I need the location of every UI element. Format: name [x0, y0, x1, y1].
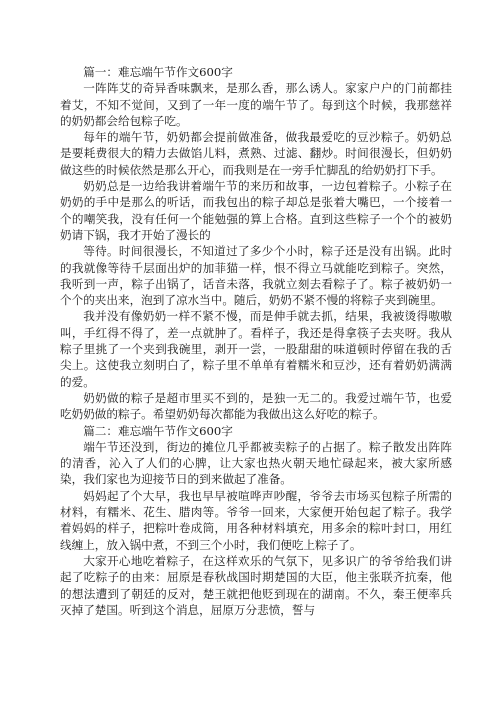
essay-2-paragraph: 妈妈起了个大早，我也早早被喧哗声吵醒，爷爷去市场买包粽子所需的材料，有糯米、花生、腊肉等。爷爷一回来，大家便开始包起了粽子。我学着妈妈的样子，把粽叶卷成筒，用各种材料填充，用多余的粽叶封口，用红线缠上，放入锅中煮，不到三个小时，我们便吃上粽子了。: [60, 488, 452, 552]
essay-1-paragraph: 一阵阵艾的奇异香味飘来，是那么香，那么诱人。家家户户的门前都挂着艾，不知不觉间，又到了一年一度的端午节了。每到这个时候，我那慈祥的奶奶都会给包粽子吃。: [60, 81, 452, 128]
essay-1-paragraph: 等待。时间很漫长，不知道过了多少个小时，粽子还是没有出锅。此时的我就像等待千层面出炉的加菲猫一样，恨不得立马就能吃到粽子。突然，我听到一声，粽子出锅了，话音未落，我就立刻去看粽子了。粽子被奶奶一个个的夹出来，泡到了凉水当中。随后，奶奶不紧不慢的将粽子夹到碗里。: [60, 244, 452, 308]
document-page: [60, 64, 452, 618]
essay-2-title: 篇二：难忘端午节作文600字: [83, 423, 233, 438]
essay-2-paragraph: 大家开心地吃着粽子，在这样欢乐的气氛下，见多识广的爷爷给我们讲起了吃粽子的由来：屈原是春秋战国时期楚国的大臣，他主张联齐抗秦，他的想法遭到了朝廷的反对，楚王就把他贬到现在的湖南。不久，秦王便率兵灭掉了楚国。听到这个消息，屈原万分悲愤，誓与: [60, 553, 452, 617]
essay-2-paragraph: 端午节还没到，街边的摊位几乎都被卖粽子的占据了。粽子散发出阵阵的清香，沁入了人们的心脾，让大家也热火朝天地忙碌起来，被大家所感染，我们家也为迎接节日的到来做起了准备。: [60, 439, 452, 487]
essay-1-paragraph: 我并没有像奶奶一样不紧不慢，而是伸手就去抓，结果，我被烫得嗷嗷叫，手红得不得了，差一点就肿了。看样子，我还是得拿筷子去夹呀。我从粽子里挑了一个夹到我碗里，剥开一尝，一股甜甜的味道顿时停留在我的舌尖上。这使我立刻明白了，粽子里不单单有着糯米和豆沙，还有着奶奶满满的爱。: [60, 309, 452, 389]
essay-1-title: 篇一：难忘端午节作文600字: [83, 65, 233, 79]
essay-1-paragraph: 奶奶总是一边给我讲着端午节的来历和故事，一边包着粽子。小粽子在奶奶的手中是那么的听话，而我包出的粽子却总是张着大嘴巴，一个接着一个的嘲笑我，没有任何一个能勉强的算上合格。直到这些粽子一个个的被奶奶请下锅，我才开始了漫长的: [60, 179, 452, 242]
essay-1-paragraph: 奶奶做的粽子是超市里买不到的，是独一无二的。我爱过端午节，也爱吃奶奶做的粽子。希望奶奶每次都能为我做出这么好吃的粽子。: [60, 390, 452, 422]
essay-1-paragraph: 每年的端午节，奶奶都会提前做准备，做我最爱吃的豆沙粽子。奶奶总是要耗费很大的精力去做馅儿料，煮熟、过滤、翻炒。时间很漫长，但奶奶做这些的时候依然是那么开心，而我则是在一旁手忙脚乱的给奶奶打下手。: [60, 130, 452, 177]
